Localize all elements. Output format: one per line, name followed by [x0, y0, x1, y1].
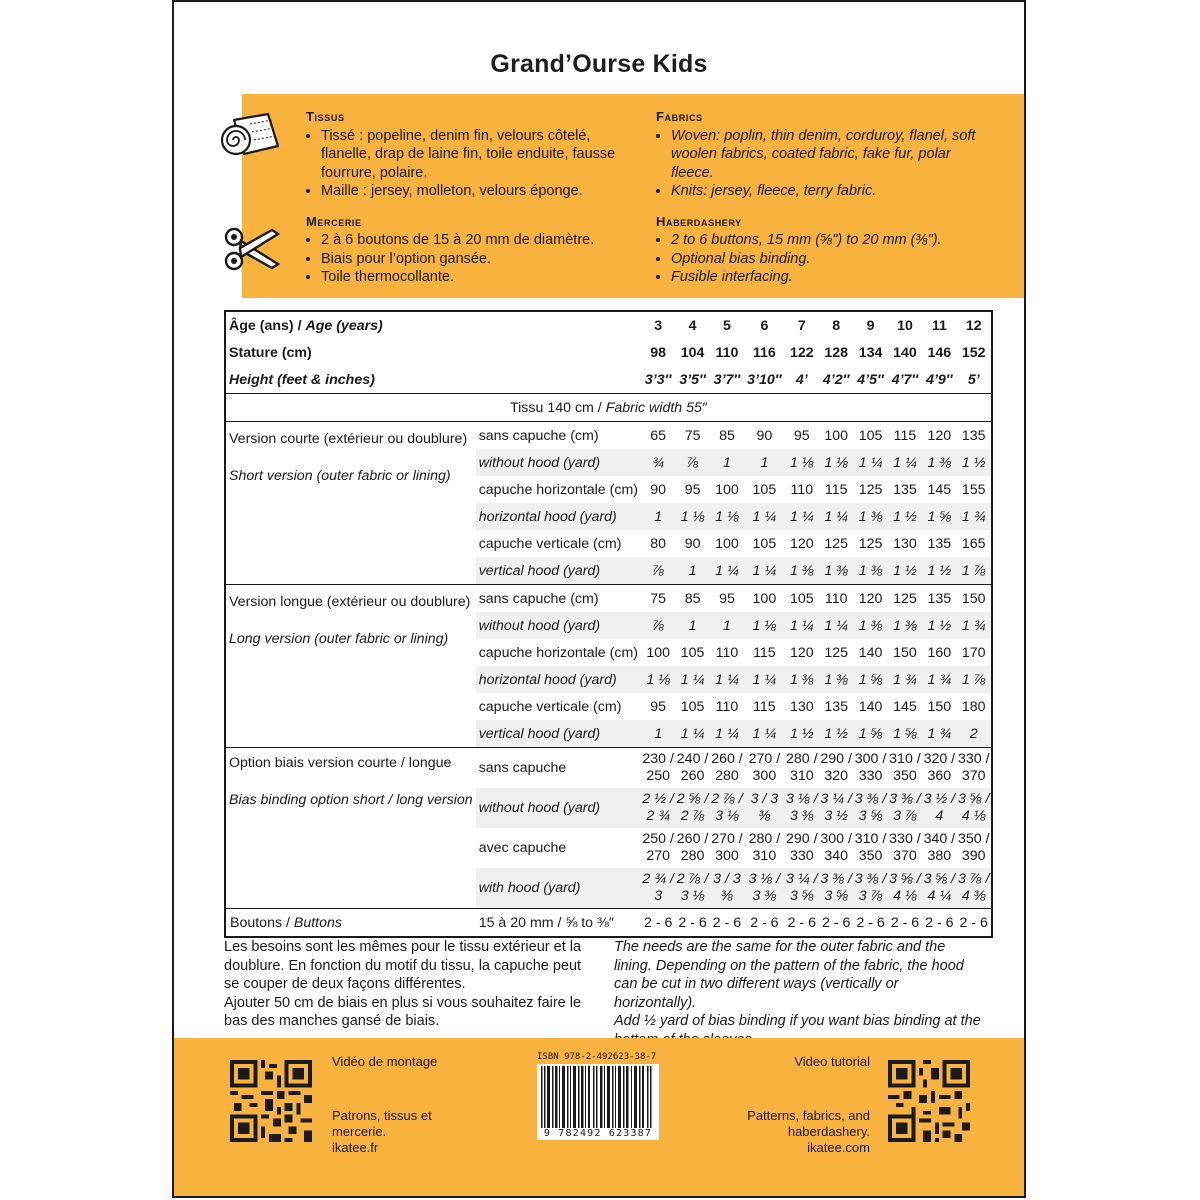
table-cell: 135: [893, 481, 917, 498]
table-cell: 1 ¾: [957, 612, 992, 639]
fabric-roll-icon: [220, 112, 282, 164]
table-cell: 3 ⅛ / 3 ⅜: [785, 788, 819, 828]
table-cell: 1 ¼: [675, 666, 709, 693]
table-cell: 135: [961, 427, 986, 444]
row-label: without hood (yard): [476, 449, 641, 476]
notes-fr: Les besoins sont les mêmes pour le tissu extérieur et la doublure. En fonction du motif du tissu, la capuche peut se couper de deux façons différentes. Ajouter 50 cm de biais en plus si vous souhaitez faire le bas des manches gansé de biais.: [224, 939, 582, 1029]
table-cell: 135: [927, 535, 952, 552]
row-label: avec capuche: [478, 840, 567, 856]
row-label: vertical hood (yard): [476, 720, 641, 748]
table-cell: 152: [961, 344, 986, 361]
table-cell: 1 ¼: [710, 666, 744, 693]
table-cell: 1 ¼: [819, 503, 853, 530]
height-label: Height (feet & inches): [229, 371, 375, 388]
table-cell: 4’9″: [926, 371, 953, 388]
row-label: without hood (yard): [476, 612, 641, 639]
table-cell: 1 ⅛: [819, 449, 853, 476]
fabric-width-row: [225, 394, 992, 422]
table-cell: 1 ¾: [957, 503, 992, 530]
mercerie-heading: Mercerie: [306, 213, 362, 229]
table-cell: 1 ¼: [744, 503, 784, 530]
table-cell: 4: [688, 317, 697, 334]
table-cell: 1: [744, 449, 784, 476]
table-cell: 115: [753, 698, 776, 715]
table-cell: 135: [922, 585, 956, 613]
table-cell: 3’3″: [644, 371, 672, 388]
table-cell: 160: [927, 644, 952, 661]
row-label: vertical hood (yard): [476, 557, 641, 585]
table-cell: ⅞: [675, 449, 709, 476]
table-cell: 98: [650, 344, 667, 361]
table-cell: 7: [797, 317, 806, 334]
table-cell: 1 ⅝: [853, 720, 887, 748]
table-cell: 120: [927, 427, 952, 444]
table-cell: 150: [957, 585, 992, 613]
table-cell: 1 ½: [888, 557, 922, 585]
table-cell: 134: [858, 344, 883, 361]
table-cell: 1 ¼: [675, 720, 709, 748]
table-cell: 1 ¼: [888, 449, 922, 476]
table-cell: 1 ½: [922, 557, 956, 585]
table-cell: ⅞: [641, 557, 675, 585]
table-cell: 100: [744, 585, 784, 613]
row-label: sans capuche (cm): [476, 585, 641, 613]
materials-fr: [306, 108, 636, 287]
table-cell: 300 / 340: [820, 831, 852, 864]
video-tutorial-fr: Vidéo de montage: [332, 1054, 438, 1069]
table-cell: 3 ⅜ / 3 ⅝: [853, 788, 887, 828]
materials-panel: [242, 94, 1026, 298]
table-cell: 1 ⅝: [922, 503, 956, 530]
table-cell: 125: [824, 535, 849, 552]
table-cell: 1 ½: [957, 449, 992, 476]
table-cell: 1 ⅝: [888, 720, 922, 748]
table-cell: 260 / 280: [676, 831, 709, 864]
table-cell: 1 ⅞: [957, 557, 992, 585]
fabric-width-label: Tissu 140 cm / Fabric width 55″: [225, 394, 992, 422]
table-cell: 100: [646, 644, 671, 661]
table-cell: 90: [756, 427, 773, 444]
table-cell: 120: [853, 585, 887, 613]
bias-option-group: Option biais version courte / longue Bias binding option short / long version: [225, 748, 476, 909]
table-cell: 115: [753, 644, 776, 661]
table-cell: 1 ⅛: [785, 449, 819, 476]
table-cell: 145: [893, 698, 917, 715]
table-cell: 3 ⅞ / 4 ⅜: [957, 868, 992, 909]
list-item: • 2 to 6 buttons, 15 mm (⅝") to 20 mm (⅜").: [671, 231, 986, 250]
table-cell: 3 ⅜ / 3 ⅝: [819, 868, 853, 909]
table-cell: 280 / 310: [748, 831, 781, 864]
table-cell: 270 / 300: [711, 831, 743, 864]
long-version-group: Version longue (extérieur ou doublure) Long version (outer fabric or lining): [225, 585, 476, 748]
table-cell: 4’5″: [857, 371, 884, 388]
table-cell: 1 ¼: [744, 720, 784, 748]
table-cell: 310 / 350: [888, 748, 922, 789]
age-label: Âge (ans) / Age (years): [229, 317, 383, 334]
table-cell: 130: [893, 535, 917, 552]
table-cell: 1: [710, 612, 744, 639]
table-cell: 105: [785, 585, 819, 613]
table-cell: 340 / 380: [923, 831, 956, 864]
row-label: sans capuche (cm): [478, 427, 599, 444]
table-cell: 2 - 6: [744, 909, 784, 938]
table-cell: 1 ¼: [819, 612, 853, 639]
table-cell: 3 ⅜ / 3 ⅞: [853, 868, 887, 909]
list-item: • Fusible interfacing.: [671, 268, 986, 287]
table-cell: 1 ¾: [922, 720, 956, 748]
page-title: Grand’Ourse Kids: [490, 50, 708, 78]
buttons-row: [225, 909, 992, 938]
table-cell: 105: [752, 481, 777, 498]
table-cell: 105: [680, 644, 705, 661]
row-label: without hood (yard): [476, 788, 641, 828]
table-cell: 2 - 6: [957, 909, 992, 938]
table-cell: 3 / 3 ⅜: [710, 868, 744, 909]
table-cell: 122: [789, 344, 814, 361]
table-cell: 130: [789, 698, 814, 715]
table-cell: ⅞: [641, 612, 675, 639]
table-cell: 3’7″: [713, 371, 741, 388]
table-cell: 1 ¼: [853, 449, 887, 476]
table-cell: 120: [789, 535, 814, 552]
table-cell: 320 / 360: [922, 748, 956, 789]
table-cell: 1 ⅜: [819, 557, 853, 585]
table-cell: 140: [858, 644, 883, 661]
table-cell: 1 ¼: [710, 557, 744, 585]
table-cell: 155: [961, 481, 986, 498]
table-cell: 3 ⅝ / 4 ¼: [922, 868, 956, 909]
table-cell: 1 ⅞: [957, 666, 992, 693]
table-cell: 1 ⅜: [785, 557, 819, 585]
table-cell: 85: [719, 427, 735, 444]
video-tutorial-en: Video tutorial: [794, 1054, 870, 1069]
table-cell: 120: [789, 644, 814, 661]
row-label: horizontal hood (yard): [476, 503, 641, 530]
table-cell: 1 ½: [785, 720, 819, 748]
table-cell: 95: [684, 481, 701, 498]
table-cell: 128: [824, 344, 849, 361]
table-row: [225, 422, 992, 450]
table-cell: 180: [961, 698, 986, 715]
table-cell: 150: [927, 698, 952, 715]
table-cell: 110: [715, 344, 739, 361]
table-cell: 240 / 260: [675, 748, 709, 789]
table-cell: 2 ¾ / 3: [641, 868, 675, 909]
table-cell: 110: [819, 585, 853, 613]
table-cell: 1 ⅜: [853, 557, 887, 585]
table-cell: 5: [723, 317, 731, 334]
table-cell: 1 ¼: [785, 612, 819, 639]
row-label: capuche verticale (cm): [478, 698, 622, 715]
row-label: sans capuche: [476, 748, 641, 789]
site-link-fr[interactable]: ikatee.fr: [332, 1140, 379, 1155]
table-cell: 1 ⅜: [853, 612, 887, 639]
table-cell: 9: [866, 317, 875, 334]
table-cell: 230 / 250: [641, 748, 675, 789]
table-cell: 1: [710, 449, 744, 476]
list-item: • Woven: poplin, thin denim, corduroy, flanel, soft woolen fabrics, coated fabric, fake fur, polar fleece.: [671, 127, 986, 183]
table-cell: 1 ¼: [744, 557, 784, 585]
table-cell: 1 ⅜: [819, 666, 853, 693]
table-cell: 110: [715, 698, 739, 715]
table-cell: 2 ½ / 2 ¾: [641, 788, 675, 828]
table-cell: 146: [927, 344, 952, 361]
site-link-en[interactable]: ikatee.com: [807, 1140, 870, 1155]
stature-row: [225, 339, 992, 366]
table-cell: 3 ⅛ / 3 ⅜: [744, 868, 784, 909]
table-cell: 270 / 300: [744, 748, 784, 789]
table-cell: 2 - 6: [922, 909, 956, 938]
table-cell: 1 ⅝: [853, 666, 887, 693]
row-label: with hood (yard): [476, 868, 641, 909]
table-cell: 5’: [967, 371, 980, 388]
height-row: [225, 366, 992, 394]
table-cell: 75: [684, 427, 701, 444]
table-cell: 1 ⅜: [922, 449, 956, 476]
table-cell: 8: [832, 317, 841, 334]
table-cell: 100: [824, 427, 849, 444]
table-cell: 100: [715, 481, 739, 498]
table-cell: 3 ¼ / 3 ½: [819, 788, 853, 828]
table-cell: 75: [641, 585, 675, 613]
list-item: • Biais pour l’option gansée.: [321, 250, 636, 269]
haberdashery-list: [656, 231, 986, 287]
table-cell: 2 - 6: [710, 909, 744, 938]
table-cell: 140: [858, 698, 883, 715]
table-cell: 3 ⅜ / 3 ⅞: [888, 788, 922, 828]
table-cell: 2 - 6: [785, 909, 819, 938]
table-cell: 125: [858, 481, 883, 498]
table-cell: 1 ¼: [710, 720, 744, 748]
table-cell: 165: [961, 535, 986, 552]
list-item: • Toile thermocollante.: [321, 268, 636, 287]
table-cell: 250 / 270: [642, 831, 674, 864]
table-cell: 2 ⅝ / 2 ⅞: [675, 788, 709, 828]
table-cell: 95: [793, 427, 810, 444]
table-cell: 170: [961, 644, 986, 661]
table-cell: 1 ½: [888, 503, 922, 530]
isbn-text: ISBN 978-2-492623-38-7: [537, 1052, 657, 1062]
list-item: • Knits: jersey, fleece, terry fabric.: [671, 182, 986, 201]
table-cell: 95: [710, 585, 744, 613]
table-cell: 260 / 280: [710, 748, 744, 789]
table-row: [225, 585, 992, 613]
table-cell: 3: [654, 317, 663, 334]
table-cell: 105: [858, 427, 883, 444]
row-label: capuche verticale (cm): [478, 535, 622, 552]
table-cell: 125: [858, 535, 883, 552]
fabrics-heading: Fabrics: [656, 109, 703, 124]
table-cell: 1 ⅛: [641, 666, 675, 693]
table-cell: 105: [752, 535, 777, 552]
table-cell: 1 ⅜: [853, 503, 887, 530]
table-cell: 290 / 330: [786, 831, 818, 864]
table-cell: 1: [675, 612, 709, 639]
table-cell: 3 / 3 ⅜: [744, 788, 784, 828]
short-version-group: Version courte (extérieur ou doublure) Short version (outer fabric or lining): [229, 431, 468, 484]
materials-en: [656, 108, 986, 287]
table-cell: 3 ⅝ / 4 ⅛: [957, 788, 992, 828]
list-item: • 2 à 6 boutons de 15 à 20 mm de diamètre.: [321, 231, 636, 250]
table-cell: 100: [715, 535, 739, 552]
table-cell: 1 ¼: [785, 503, 819, 530]
table-cell: 1 ¼: [744, 666, 784, 693]
table-cell: 4’7″: [891, 371, 919, 388]
table-cell: 330 / 370: [889, 831, 921, 864]
table-cell: 1 ⅛: [710, 503, 744, 530]
table-cell: 145: [927, 481, 952, 498]
table-cell: 105: [680, 698, 705, 715]
table-cell: 2 - 6: [675, 909, 709, 938]
table-cell: 11: [931, 317, 947, 334]
table-cell: 1 ½: [922, 612, 956, 639]
barcode-digits: 9 782492 623387: [537, 1128, 659, 1139]
table-cell: 104: [680, 344, 705, 361]
table-cell: 65: [650, 427, 667, 444]
row-label: horizontal hood (yard): [476, 666, 641, 693]
table-cell: 350 / 390: [957, 831, 990, 864]
table-cell: 3 ½ / 4: [922, 788, 956, 828]
table-cell: 3’10″: [747, 371, 782, 388]
table-cell: 150: [893, 644, 917, 661]
table-cell: 2 - 6: [641, 909, 675, 938]
qr-code-en[interactable]: [888, 1060, 970, 1142]
table-cell: 110: [715, 644, 739, 661]
table-cell: 110: [790, 481, 814, 498]
list-item: • Maille : jersey, molleton, velours éponge.: [321, 182, 636, 201]
haberdashery-heading: Haberdashery: [656, 213, 742, 229]
table-cell: 2: [957, 720, 992, 748]
table-cell: 300 / 330: [853, 748, 887, 789]
notes-en: The needs are the same for the outer fabric and the lining. Depending on the pattern of the fabric, the hood can be cut in two different ways (vertically or horizontally). Add ½ yard of bias binding if you want bias binding at the: [614, 939, 981, 1029]
buttons-label: Boutons / Buttons: [225, 909, 476, 938]
list-item: • Optional bias binding.: [671, 250, 986, 269]
table-cell: 1 ⅛: [675, 503, 709, 530]
table-cell: 125: [824, 644, 849, 661]
tissus-heading: Tissus: [306, 109, 345, 124]
table-cell: 4’: [795, 371, 808, 388]
mercerie-list: [306, 231, 636, 287]
row-label: capuche horizontale (cm): [478, 481, 638, 498]
table-cell: 1: [641, 720, 675, 748]
table-cell: 2 - 6: [853, 909, 887, 938]
table-row: [225, 748, 992, 789]
table-cell: 135: [824, 698, 849, 715]
size-chart-table: [224, 310, 993, 938]
table-cell: 95: [650, 698, 667, 715]
table-cell: ¾: [641, 449, 675, 476]
table-cell: 3 ¼ / 3 ⅝: [785, 868, 819, 909]
table-cell: 85: [675, 585, 709, 613]
table-cell: 330 / 370: [957, 748, 992, 789]
table-cell: 90: [684, 535, 701, 552]
table-cell: 2 ⅞ / 3 ⅛: [675, 868, 709, 909]
pattern-back-cover: [172, 0, 1026, 1198]
table-cell: 1 ⅛: [744, 612, 784, 639]
table-cell: 2 - 6: [888, 909, 922, 938]
age-row: [225, 311, 992, 339]
tissus-list: [306, 127, 636, 201]
table-cell: 6: [760, 317, 769, 334]
table-cell: 12: [965, 317, 982, 334]
table-cell: 116: [752, 344, 776, 361]
table-cell: 1: [641, 503, 675, 530]
table-cell: 1 ½: [819, 720, 853, 748]
table-cell: 90: [650, 481, 667, 498]
table-cell: 10: [897, 317, 913, 334]
scissors-icon: [222, 224, 282, 274]
table-cell: 2 - 6: [819, 909, 853, 938]
table-cell: 280 / 310: [785, 748, 819, 789]
fabrics-list: [656, 127, 986, 201]
table-cell: 2 ⅞ / 3 ⅛: [710, 788, 744, 828]
row-label: capuche horizontale (cm): [478, 644, 638, 661]
stature-label: Stature (cm): [229, 344, 312, 361]
buttons-size: 15 à 20 mm / ⅝ to ⅜″: [476, 909, 641, 938]
table-cell: 1 ⅜: [888, 612, 922, 639]
table-cell: 115: [893, 427, 917, 444]
list-item: • Tissé : popeline, denim fin, velours côtelé, flanelle, drap de laine fin, toile enduite, fausse fourrure, polaire.: [321, 127, 636, 183]
table-cell: 1 ⅜: [785, 666, 819, 693]
shop-text-en: Patterns, fabrics, and haberdashery.: [747, 1108, 870, 1139]
table-cell: 310 / 350: [854, 831, 887, 864]
footer-band: [174, 1038, 1026, 1198]
table-cell: 140: [893, 344, 917, 361]
table-cell: 3 ⅝ / 4 ⅛: [888, 868, 922, 909]
table-cell: 115: [824, 481, 848, 498]
table-cell: 3’5″: [679, 371, 706, 388]
qr-code-fr[interactable]: [230, 1060, 312, 1142]
table-cell: 1: [675, 557, 709, 585]
table-cell: 80: [650, 535, 667, 552]
table-cell: 1 ¾: [888, 666, 922, 693]
table-cell: 1 ¾: [922, 666, 956, 693]
shop-text-fr: Patrons, tissus et mercerie.: [332, 1108, 432, 1139]
table-cell: 290 / 320: [819, 748, 853, 789]
table-cell: 4’2″: [822, 371, 850, 388]
table-cell: 125: [888, 585, 922, 613]
